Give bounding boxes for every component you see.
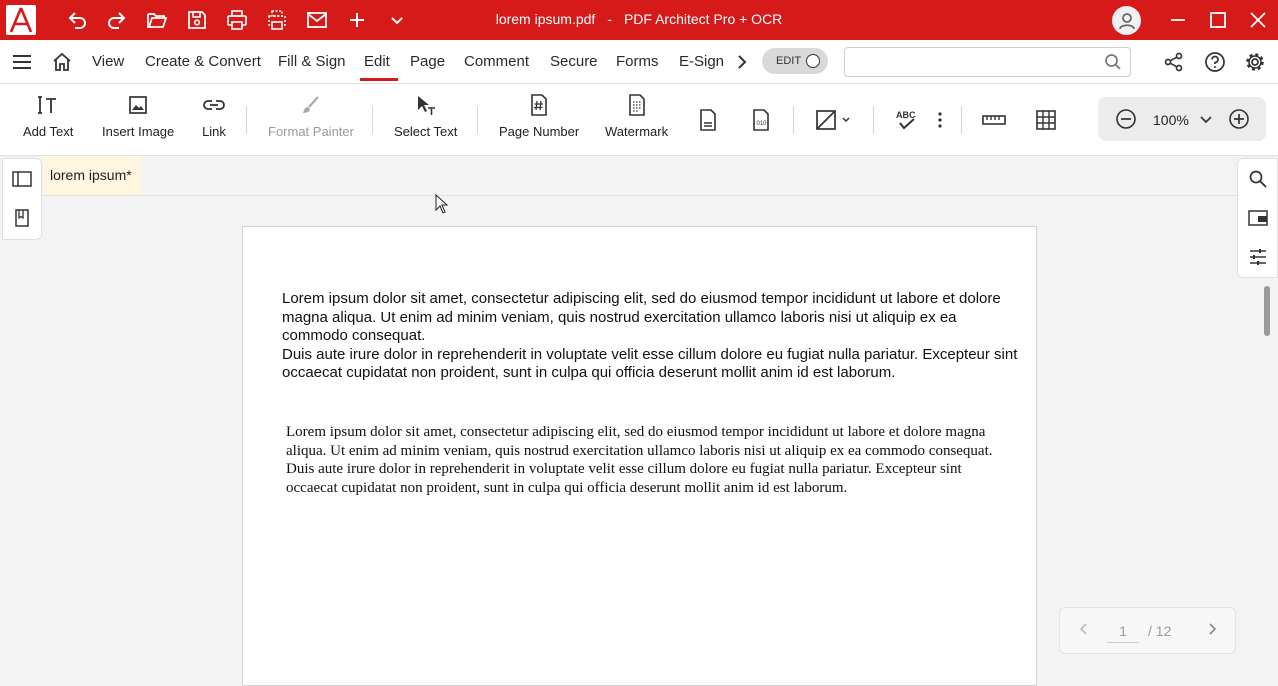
svg-text:ABC: ABC: [896, 110, 916, 120]
quick-access-dropdown-icon[interactable]: [383, 6, 411, 34]
tab-edit[interactable]: Edit: [364, 53, 390, 70]
document-tab-label: lorem ipsum: [50, 167, 127, 183]
zoom-out-icon[interactable]: [1112, 105, 1140, 133]
edit-mode-toggle[interactable]: [762, 48, 828, 74]
grid-icon[interactable]: [1030, 104, 1062, 136]
document-tab-strip: [42, 156, 1237, 196]
tab-page[interactable]: Page: [410, 53, 446, 70]
previous-page-icon[interactable]: [1078, 622, 1090, 636]
ribbon-separator: [961, 106, 962, 134]
tab-forms[interactable]: Forms: [616, 53, 659, 70]
maximize-icon[interactable]: [1204, 6, 1232, 34]
ribbon-separator: [246, 106, 247, 134]
paragraph-1-line-1[interactable]: Lorem ipsum dolor sit amet, consectetur adipiscing elit, sed do eiusmod tempor incididunt ut labore et dolore magna aliqua. Ut enim ad minim veniam, quis nostrud exercitation ullamco laboris nisi ut aliquip ex ea commodo consequat.: [282, 290, 1001, 344]
search-input[interactable]: [853, 48, 1093, 76]
zoom-dropdown-chevron-icon[interactable]: [1192, 105, 1220, 133]
menu-bar: [0, 40, 1278, 84]
select-text-cursor-icon: [415, 92, 437, 118]
watermark-icon: [626, 92, 648, 118]
redo-icon[interactable]: [103, 6, 131, 34]
vertical-scrollbar-thumb[interactable]: [1264, 286, 1270, 336]
page-slash: /: [1148, 623, 1152, 639]
open-folder-icon[interactable]: [143, 6, 171, 34]
toggle-knob: [806, 54, 820, 68]
search-box: [844, 47, 1131, 77]
more-options-icon[interactable]: [924, 104, 956, 136]
ribbon-separator: [477, 106, 478, 134]
svg-text:010: 010: [756, 121, 767, 127]
right-side-panel: [1237, 158, 1278, 278]
title-bar: [0, 0, 1278, 40]
link-icon: [202, 92, 226, 118]
format-painter-label: Format Painter: [268, 124, 354, 139]
user-avatar-icon[interactable]: [1112, 6, 1141, 35]
add-text-button[interactable]: [23, 92, 73, 139]
zoom-level[interactable]: 100%: [1153, 112, 1189, 128]
total-pages: [1148, 623, 1171, 639]
active-tab-indicator: [360, 78, 398, 81]
tab-fill-sign[interactable]: Fill & Sign: [278, 53, 346, 70]
document-tab[interactable]: [43, 156, 141, 195]
header-footer-icon[interactable]: [692, 104, 724, 136]
add-text-label: Add Text: [23, 124, 74, 139]
select-text-button[interactable]: [394, 92, 457, 139]
next-page-icon[interactable]: [1206, 622, 1218, 636]
bates-numbering-icon[interactable]: [745, 104, 777, 136]
page-number-label: Page Number: [499, 124, 580, 139]
ribbon-separator: [372, 106, 373, 134]
help-icon[interactable]: [1201, 48, 1229, 76]
ribbon-separator: [793, 106, 794, 134]
text-block-sans[interactable]: [282, 290, 1022, 383]
insert-image-label: Insert Image: [102, 124, 175, 139]
left-side-panel: [2, 158, 42, 240]
link-label: Link: [202, 124, 226, 139]
spell-check-icon[interactable]: [890, 104, 922, 136]
new-plus-icon[interactable]: [343, 6, 371, 34]
print-icon[interactable]: [223, 6, 251, 34]
pdf-page[interactable]: [242, 226, 1037, 686]
undo-icon[interactable]: [63, 6, 91, 34]
settings-gear-icon[interactable]: [1241, 48, 1269, 76]
tab-create-convert[interactable]: Create & Convert: [145, 53, 261, 70]
insert-image-button[interactable]: [102, 92, 174, 139]
thumbnails-panel-icon[interactable]: [6, 163, 38, 195]
page-number-icon: [528, 92, 550, 118]
current-page-input[interactable]: 1: [1107, 623, 1139, 643]
zoom-controls: [1098, 97, 1266, 141]
tab-secure[interactable]: Secure: [550, 53, 598, 70]
ruler-icon[interactable]: [978, 104, 1010, 136]
chevron-right-icon[interactable]: [728, 48, 756, 76]
mouse-pointer-icon: [435, 194, 449, 214]
paint-brush-icon: [300, 92, 322, 118]
image-icon: [127, 92, 149, 118]
format-painter-button[interactable]: [268, 92, 354, 139]
page-number-button[interactable]: [499, 92, 579, 139]
hamburger-menu-icon[interactable]: [8, 48, 36, 76]
minimize-icon[interactable]: [1164, 6, 1192, 34]
home-icon[interactable]: [48, 48, 76, 76]
ribbon-separator: [873, 106, 874, 134]
zoom-in-icon[interactable]: [1225, 105, 1253, 133]
page-navigator: [1059, 607, 1236, 654]
adjustments-sliders-icon[interactable]: [1242, 241, 1274, 273]
paragraph-1-line-2[interactable]: Duis aute irure dolor in reprehenderit in voluptate velit esse cillum dolore eu fugiat nulla pariatur. Excepteur sint occaecat cupidatat non proident, sunt in culpa qui officia deserunt mollit anim id est laborum.: [282, 345, 1018, 381]
tab-e-sign[interactable]: E-Sign: [679, 53, 725, 70]
title-separator: -: [607, 11, 612, 27]
select-text-label: Select Text: [394, 124, 458, 139]
app-logo[interactable]: [6, 5, 36, 35]
search-icon[interactable]: [1104, 53, 1122, 71]
watermark-label: Watermark: [605, 124, 669, 139]
bookmarks-panel-icon[interactable]: [6, 202, 38, 234]
properties-panel-icon[interactable]: [1242, 202, 1274, 234]
text-block-serif[interactable]: Lorem ipsum dolor sit amet, consectetur adipiscing elit, sed do eiusmod tempor incididunt ut labore et dolore magna aliqua. Ut enim ad minim veniam, quis nostrud exercitation ullamco laboris nisi ut aliquip ex ea commodo consequat. Duis aute irure dolor in reprehenderit in voluptate velit esse cillum dolore eu fugiat nulla pariatur. Excepteur sint occaecat cupidatat non proident, sunt in culpa qui officia deserunt mollit anim id est laborum.: [286, 424, 993, 496]
add-text-icon: [37, 92, 59, 118]
share-icon[interactable]: [1160, 48, 1188, 76]
edit-ribbon: [0, 84, 1278, 156]
find-search-icon[interactable]: [1242, 163, 1274, 195]
redaction-dropdown-icon[interactable]: [813, 104, 855, 136]
tab-view[interactable]: View: [92, 53, 125, 70]
edit-toggle-label: EDIT: [776, 55, 802, 67]
close-icon[interactable]: [1244, 6, 1272, 34]
scan-print-icon[interactable]: [263, 6, 291, 34]
tab-comment[interactable]: Comment: [464, 53, 530, 70]
file-name: lorem ipsum.pdf: [495, 11, 596, 27]
watermark-button[interactable]: [605, 92, 668, 139]
save-icon[interactable]: [183, 6, 211, 34]
link-button[interactable]: [202, 92, 226, 139]
app-name: PDF Architect Pro + OCR: [623, 11, 783, 27]
unsaved-indicator: *: [126, 167, 132, 183]
email-icon[interactable]: [303, 6, 331, 34]
page-total: 12: [1155, 623, 1172, 639]
